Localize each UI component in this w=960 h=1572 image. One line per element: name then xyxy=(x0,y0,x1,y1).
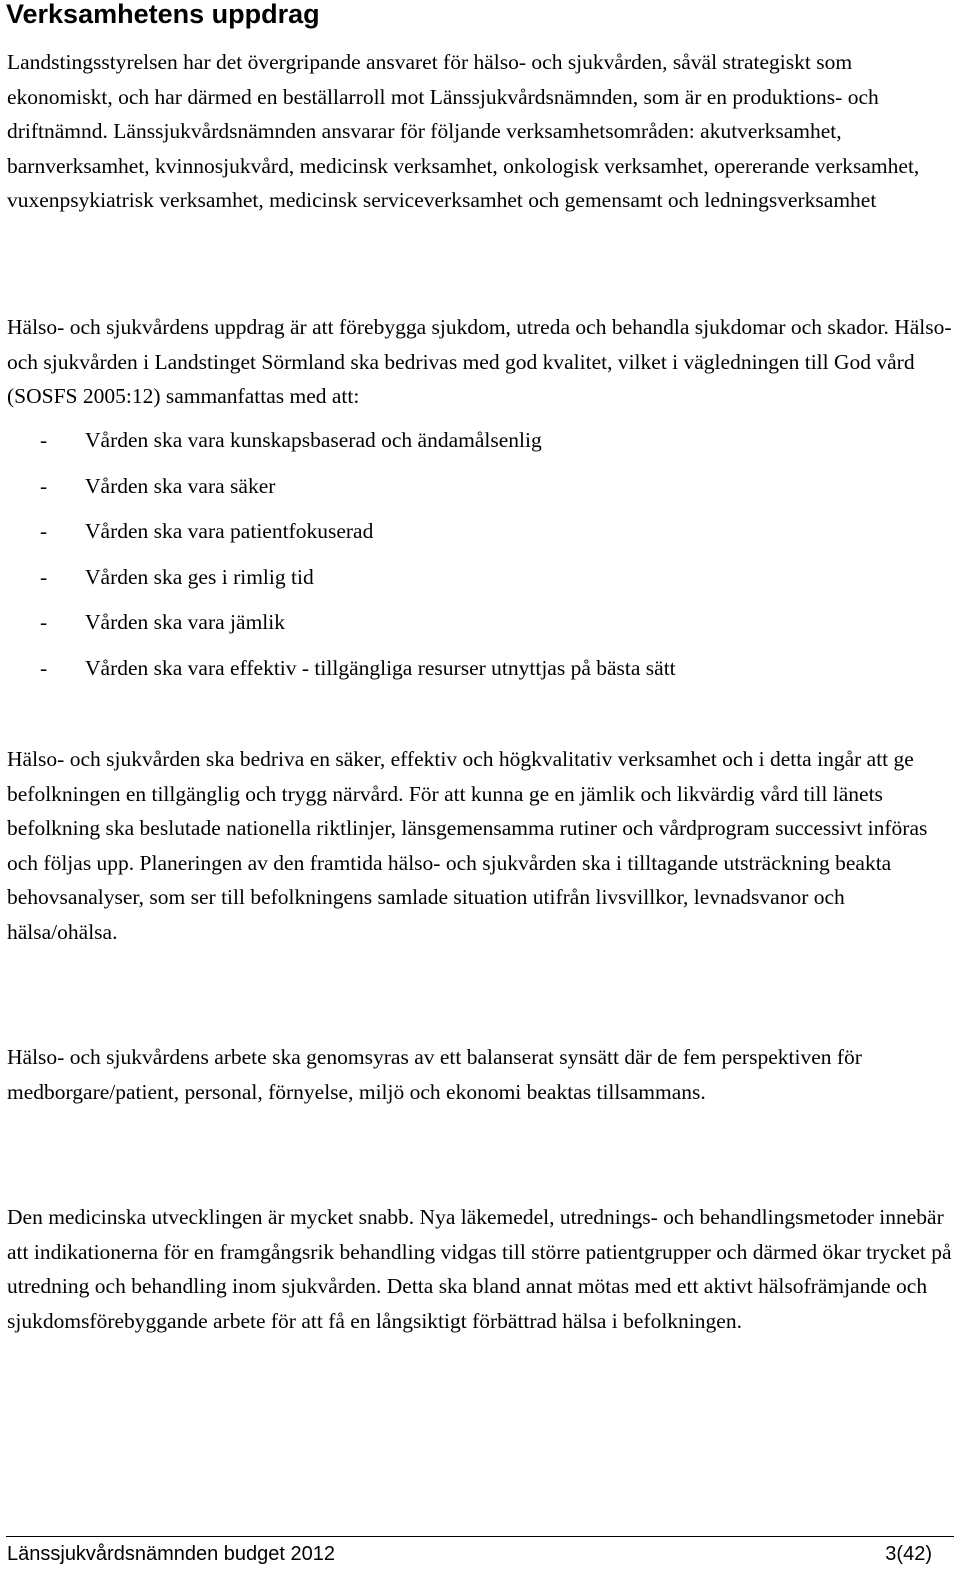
list-item-text: Vården ska vara effektiv - tillgängliga resurser utnyttjas på bästa sätt xyxy=(85,655,676,680)
list-item-text: Vården ska vara kunskapsbaserad och ändamålsenlig xyxy=(85,428,542,452)
list-item xyxy=(0,559,960,605)
footer-page-number: 3(42) xyxy=(885,1543,932,1565)
paragraph-responsibility: Landstingsstyrelsen har det övergripande ansvaret för hälso- och sjukvården, såväl strategiskt som ekonomiskt, och har därmed en beställarroll mot Länssjukvårdsnämnden, som är en produktions- och driftnämnd. Länssjukvårdsnämnden ansvarar för följande verksamhetsområden: akutverksamhet, barnverksamhet, kvinnosjukvård, medicinsk verksamhet, onkologisk verksamhet, opererande verksamhet, vuxenpsykiatrisk verksamhet, medicinsk serviceverksamhet och gemensamt och ledningsverksamhet xyxy=(7,50,920,212)
footer-document-title: Länssjukvårdsnämnden budget 2012 xyxy=(7,1543,336,1565)
section-heading: Verksamhetens uppdrag xyxy=(6,0,320,29)
paragraph-safe-care: Hälso- och sjukvården ska bedriva en säker, effektiv och högkvalitativ verksamhet och i detta ingår att ge befolkningen en tillgänglig och trygg närvård. För att kunna ge en jämlik och likvärdig vård till länets befolkning ska beslutade nationella riktlinjer, länsgemensamma rutiner och vårdprogram successivt införas och följas upp. Planeringen av den framtida hälso- och sjukvården ska i tilltagande utsträckning beakta behovsanalyser, som ser till befolkningens samlade situation utifrån livsvillkor, levnadsvanor och hälsa/ohälsa. xyxy=(7,747,928,944)
list-item xyxy=(0,650,960,696)
list-dash: - xyxy=(40,610,48,634)
list-dash: - xyxy=(40,519,48,543)
list-item-text: Vården ska vara patientfokuserad xyxy=(85,519,374,543)
paragraph-mission: Hälso- och sjukvårdens uppdrag är att förebygga sjukdom, utreda och behandla sjukdomar och skador. Hälso- och sjukvården i Landstinget Sörmland ska bedrivas med god kvalitet, vilket i vägledningen till God vård (SOSFS 2005:12) sammanfattas med att: xyxy=(7,315,952,408)
list-dash: - xyxy=(40,655,48,680)
list-item-text: Vården ska vara säker xyxy=(85,473,276,498)
list-dash: - xyxy=(40,564,48,589)
list-item-text: Vården ska ges i rimlig tid xyxy=(85,564,314,589)
paragraph-balanced-perspective: Hälso- och sjukvårdens arbete ska genomsyras av ett balanserat synsätt där de fem perspektiven för medborgare/patient, personal, förnyelse, miljö och ekonomi beaktas tillsammans. xyxy=(7,1045,862,1104)
quality-criteria-list xyxy=(0,422,960,695)
list-item-text: Vården ska vara jämlik xyxy=(85,610,285,634)
list-dash: - xyxy=(40,473,48,498)
list-item xyxy=(0,422,960,468)
footer-divider xyxy=(6,1536,954,1537)
list-dash: - xyxy=(40,428,48,452)
list-item xyxy=(0,604,960,650)
paragraph-medical-development: Den medicinska utvecklingen är mycket snabb. Nya läkemedel, utrednings- och behandlingsmetoder innebär att indikationerna för en framgångsrik behandling vidgas till större patientgrupper och därmed ökar trycket på utredning och behandling inom sjukvården. Detta ska bland annat mötas med ett aktivt hälsofrämjande och sjukdomsförebyggande arbete för att få en långsiktigt förbättrad hälsa i befolkningen. xyxy=(7,1205,952,1333)
list-item xyxy=(0,513,960,559)
list-item xyxy=(0,468,960,514)
